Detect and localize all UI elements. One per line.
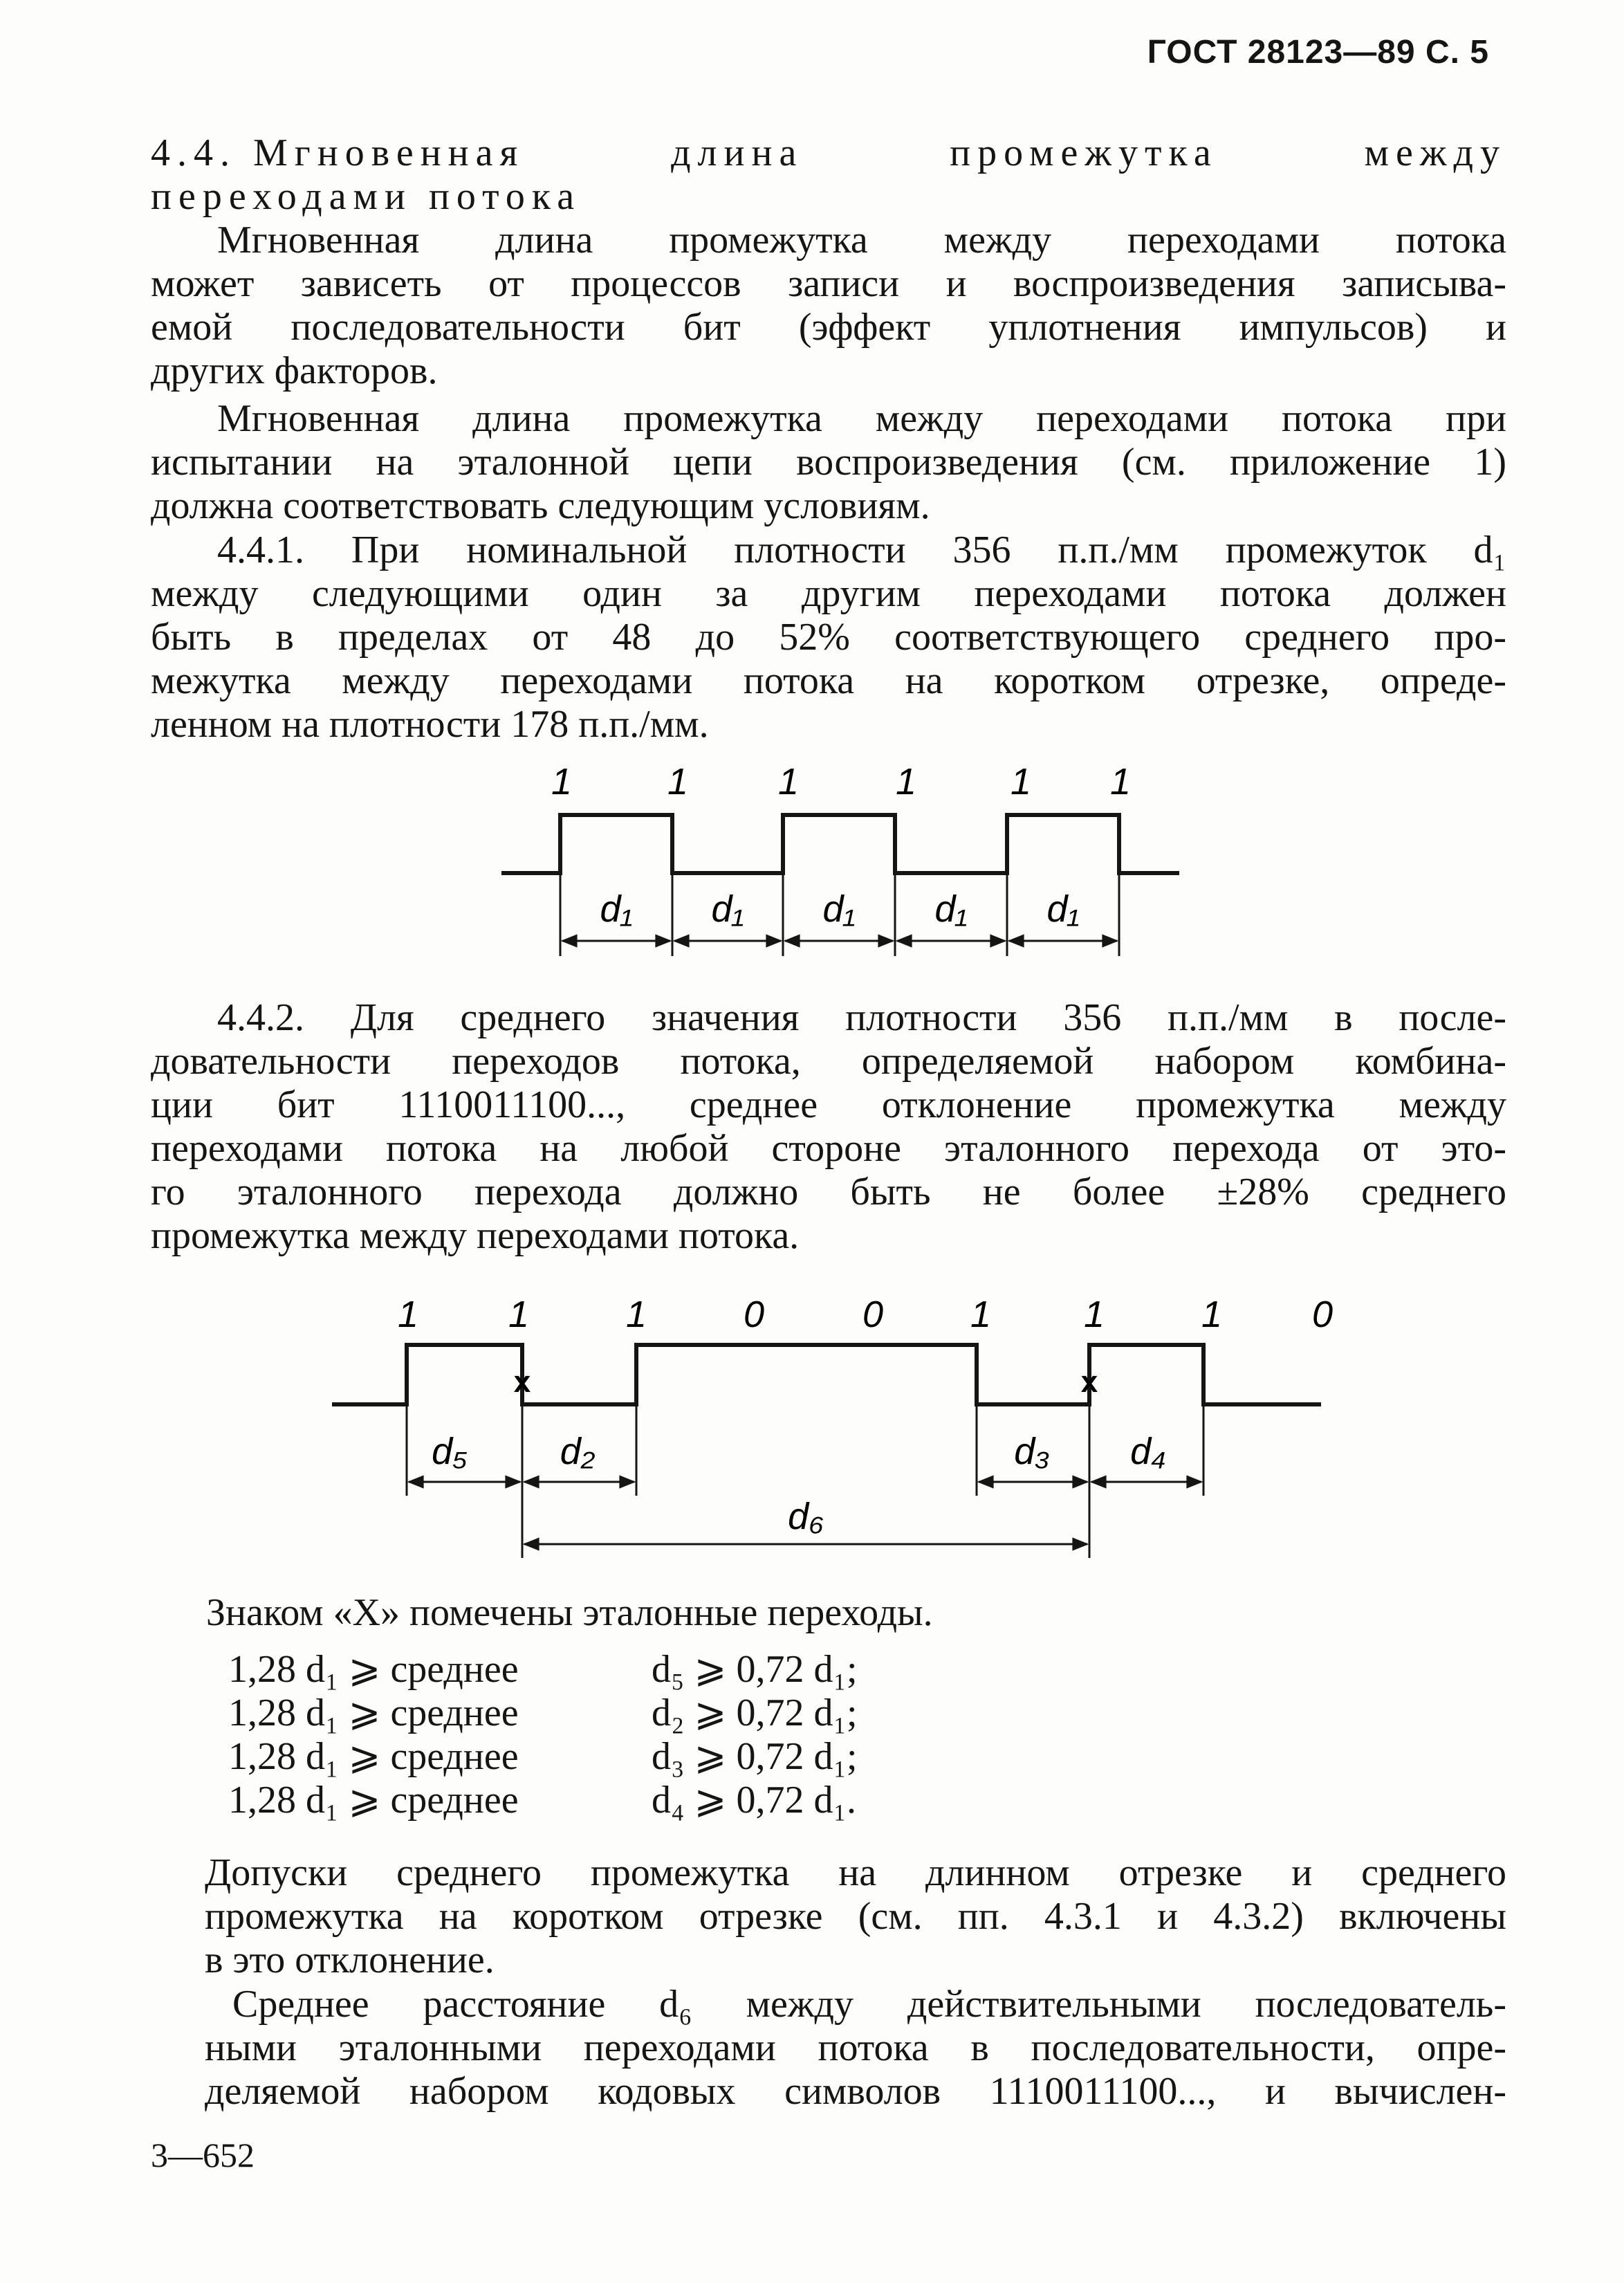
text-line: 4.4.1. При номинальной плотности 356 п.п./мм промежуток d₁ [217,529,1506,571]
reference-note: Знаком «X» помечены эталонные переходы. [206,1591,933,1634]
interval-label: d₁ [934,888,968,930]
bit-label: 1 [625,1294,647,1335]
bit-label: 1 [551,761,573,803]
text-line: быть в пределах от 48 до 52% соответствующего среднего про- [151,616,1506,659]
page-header: ГОСТ 28123—89 С. 5 [1147,34,1489,71]
interval-label: d₄ [1130,1431,1166,1472]
text-line: го эталонного перехода должно быть не более ±28% среднего [151,1171,1506,1213]
bit-label: 0 [862,1294,884,1335]
paragraph-test-conditions [151,397,1506,528]
bit-label: 1 [667,761,689,803]
text-line: емой последовательности бит (эффект уплотнения импульсов) и [151,306,1506,349]
inequality-left: 1,28 d₁ ⩾ среднее [228,1648,519,1691]
page-footer-code: 3—652 [151,2136,255,2174]
inequality-left: 1,28 d₁ ⩾ среднее [228,1779,519,1822]
interval-label: d₁ [1046,888,1080,930]
text-line: Среднее расстояние d₆ между действительными последователь- [232,1983,1506,2026]
bit-label: 1 [1010,761,1032,803]
figure-pulse-train-pattern [311,1287,1369,1564]
bit-label: 1 [970,1294,992,1335]
inequality-right: d₃ ⩾ 0,72 d₁; [652,1735,858,1778]
interval-label: d₁ [822,888,856,930]
interval-label: d₂ [560,1431,596,1472]
inequality-row [228,1691,1197,1735]
bit-label: 1 [1109,761,1132,803]
inequality-row [228,1648,1197,1691]
clause-4-4-1 [151,529,1506,746]
text-line: других факторов. [151,349,438,392]
text-line: Допуски среднего промежутка на длинном отрезке и среднего [205,1851,1506,1894]
inequality-right: d₅ ⩾ 0,72 d₁; [652,1648,858,1691]
span-label: d₆ [788,1496,824,1537]
text-line: довательности переходов потока, определяемой набором комбина- [151,1040,1506,1083]
text-line: должна соответствовать следующим условиям. [151,484,930,527]
inequality-right: d₂ ⩾ 0,72 d₁; [652,1691,858,1734]
text-line: испытании на эталонной цепи воспроизведения (см. приложение 1) [151,441,1506,484]
text-line: промежутка между переходами потока. [151,1214,800,1257]
paragraph-tolerances [205,1851,1506,1982]
reference-marker: x [1080,1365,1098,1399]
heading-word: длина [671,131,804,174]
bit-label: 1 [508,1294,530,1335]
bit-label: 1 [895,761,917,803]
signal-waveform [332,1345,1321,1404]
paragraph-instant-length [151,219,1506,393]
text-line: деляемой набором кодовых символов 1110011100..., и вычислен- [205,2070,1506,2113]
text-line: межутка между переходами потока на коротком отрезке, опреде- [151,659,1506,702]
text-line: 4.4.2. Для среднего значения плотности 356 п.п./мм в после- [217,996,1506,1039]
heading-word: промежутка [950,131,1218,174]
bit-label: 0 [1311,1294,1334,1335]
bit-label: 1 [1201,1294,1223,1335]
text-line: в это отклонение. [205,1938,495,1981]
bit-label: 1 [397,1294,419,1335]
text-line: Мгновенная длина промежутка между переходами потока [217,219,1506,262]
text-line: ленном на плотности 178 п.п./мм. [151,703,709,746]
text-line: может зависеть от процессов записи и воспроизведения записыва- [151,262,1506,305]
text-line: ции бит 1110011100..., среднее отклонение промежутка между [151,1083,1506,1126]
inequality-list [228,1648,1197,1822]
interval-label: d₃ [1014,1431,1050,1472]
signal-waveform [501,815,1179,873]
heading-word: между [1364,131,1506,174]
heading-word: 4.4. Мгновенная [151,131,525,174]
inequality-right: d₄ ⩾ 0,72 d₁. [652,1779,856,1822]
inequality-row [228,1735,1197,1779]
text-line: между следующими один за другим переходами потока должен [151,572,1506,615]
inequality-left: 1,28 d₁ ⩾ среднее [228,1691,519,1734]
text-line: переходами потока на любой стороне эталонного перехода от это- [151,1127,1506,1170]
interval-label: d₅ [432,1431,468,1472]
text-line: Мгновенная длина промежутка между переходами потока при [217,397,1506,440]
clause-4-4-2 [151,996,1506,1258]
inequality-left: 1,28 d₁ ⩾ среднее [228,1735,519,1778]
bit-label: 1 [1083,1294,1105,1335]
bit-label: 0 [743,1294,765,1335]
heading-line: переходами потока [151,175,582,218]
inequality-row [228,1779,1197,1822]
text-line: ными эталонными переходами потока в последовательности, опре- [205,2026,1506,2069]
figure-pulse-train-uniform [484,761,1217,969]
interval-label: d₁ [711,888,744,930]
reference-marker: x [513,1365,531,1399]
interval-label: d₁ [600,888,633,930]
bit-label: 1 [777,761,800,803]
section-heading [151,131,1506,219]
text-line: промежутка на коротком отрезке (см. пп. 4.3.1 и 4.3.2) включены [205,1895,1506,1938]
paragraph-mean-distance [205,1983,1506,2114]
